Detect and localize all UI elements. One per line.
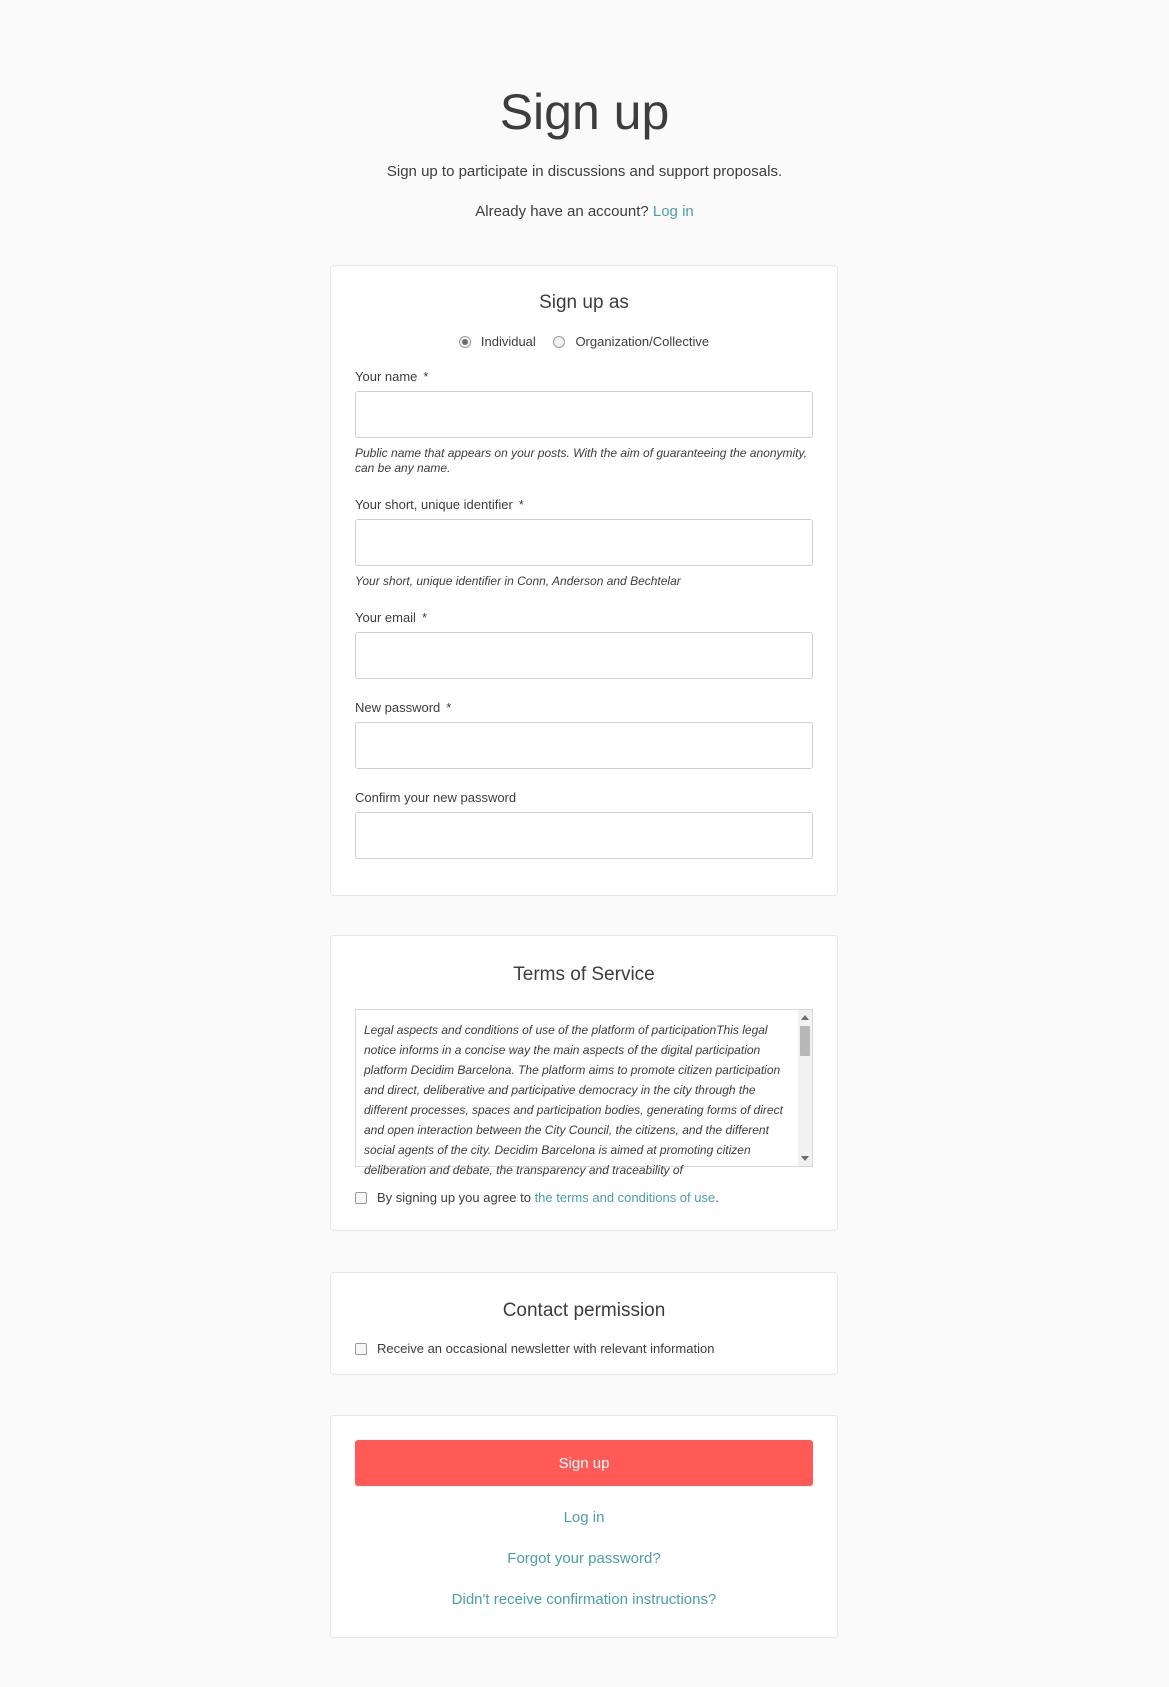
nickname-label: Your short, unique identifier *: [355, 497, 524, 512]
user-type-radio-group: [331, 334, 837, 352]
contact-permission-card: [330, 1272, 838, 1375]
hero-login-link[interactable]: Log in: [652, 203, 694, 220]
newsletter-checkbox[interactable]: [355, 1343, 367, 1355]
password-label: New password *: [355, 700, 452, 715]
signup-as-title: Sign up as: [539, 292, 629, 313]
radio-organization-label: Organization/Collective: [575, 334, 710, 349]
terms-text-box[interactable]: [355, 1009, 813, 1177]
password-field-group: [355, 700, 813, 769]
email-input[interactable]: [355, 632, 813, 679]
password-confirmation-label: Confirm your new password: [355, 790, 517, 805]
contact-permission-title: Contact permission: [502, 1300, 666, 1321]
terms-scrollbar[interactable]: [798, 1010, 812, 1166]
required-mark: *: [518, 497, 524, 512]
newsletter-row[interactable]: [355, 1341, 714, 1356]
actions-card: [330, 1415, 838, 1638]
terms-link[interactable]: the terms and conditions of use: [534, 1190, 716, 1205]
nickname-field-group: [355, 497, 813, 589]
nickname-help-text: Your short, unique identifier in Conn, Anderson and Bechtelar: [355, 574, 681, 588]
terms-agree-row[interactable]: [355, 1190, 719, 1205]
forgot-password-link[interactable]: Forgot your password?: [507, 1550, 661, 1567]
confirmation-instructions-link[interactable]: Didn't receive confirmation instructions?: [451, 1591, 717, 1608]
name-label: Your name *: [355, 369, 429, 384]
name-help-text: Public name that appears on your posts. With the aim of guaranteeing the anonymity, can be any name.: [355, 446, 807, 475]
page-title: Sign up: [499, 84, 670, 140]
nickname-input[interactable]: [355, 519, 813, 566]
required-mark: *: [421, 610, 428, 625]
password-confirmation-input[interactable]: [355, 812, 813, 859]
required-mark: *: [446, 700, 452, 715]
scroll-up-arrow-icon[interactable]: [801, 1015, 809, 1020]
scroll-thumb[interactable]: [800, 1026, 810, 1056]
terms-text: Legal aspects and conditions of use of the platform of participationThis legal notice informs in a concise way the main aspects of the digital participation platform Decidim Barcelona. The platform aims to promote citizen participation and direct, deliberative and participative democracy in the city through the different processes, spaces and participation bodies, generating forms of direct and open interaction between the City Council, the citizens, and the different social agents of the city. Decidim Barcelona is aimed at promoting citizen deliberation and debate, the transparency and traceability of: [364, 1023, 783, 1177]
password-input[interactable]: [355, 722, 813, 769]
account-prompt: [0, 202, 1169, 222]
radio-individual[interactable]: [459, 334, 536, 349]
account-prompt-text: Already have an account?: [475, 203, 649, 220]
name-field-group: [355, 369, 813, 476]
radio-organization-control[interactable]: [553, 336, 565, 348]
radio-individual-label: Individual: [480, 334, 536, 349]
scroll-down-arrow-icon[interactable]: [801, 1156, 809, 1161]
radio-organization[interactable]: [553, 334, 709, 349]
required-mark: *: [423, 369, 429, 384]
terms-card: [330, 935, 838, 1231]
hero: [0, 0, 1169, 222]
name-input[interactable]: [355, 391, 813, 438]
newsletter-label: Receive an occasional newsletter with relevant information: [377, 1341, 715, 1356]
terms-title: Terms of Service: [513, 964, 655, 985]
email-field-group: [355, 610, 813, 679]
terms-agree-text: By signing up you agree to the terms and conditions of use.: [377, 1190, 719, 1205]
page-subtitle: Sign up to participate in discussions and support proposals.: [386, 163, 783, 180]
email-label: Your email *: [355, 610, 428, 625]
signup-form-card: [330, 265, 838, 896]
terms-agree-checkbox[interactable]: [355, 1192, 367, 1204]
radio-individual-control[interactable]: [459, 336, 471, 348]
login-link[interactable]: Log in: [563, 1509, 605, 1526]
signup-submit-button[interactable]: Sign up: [355, 1440, 813, 1486]
password-confirmation-field-group: [355, 790, 813, 859]
